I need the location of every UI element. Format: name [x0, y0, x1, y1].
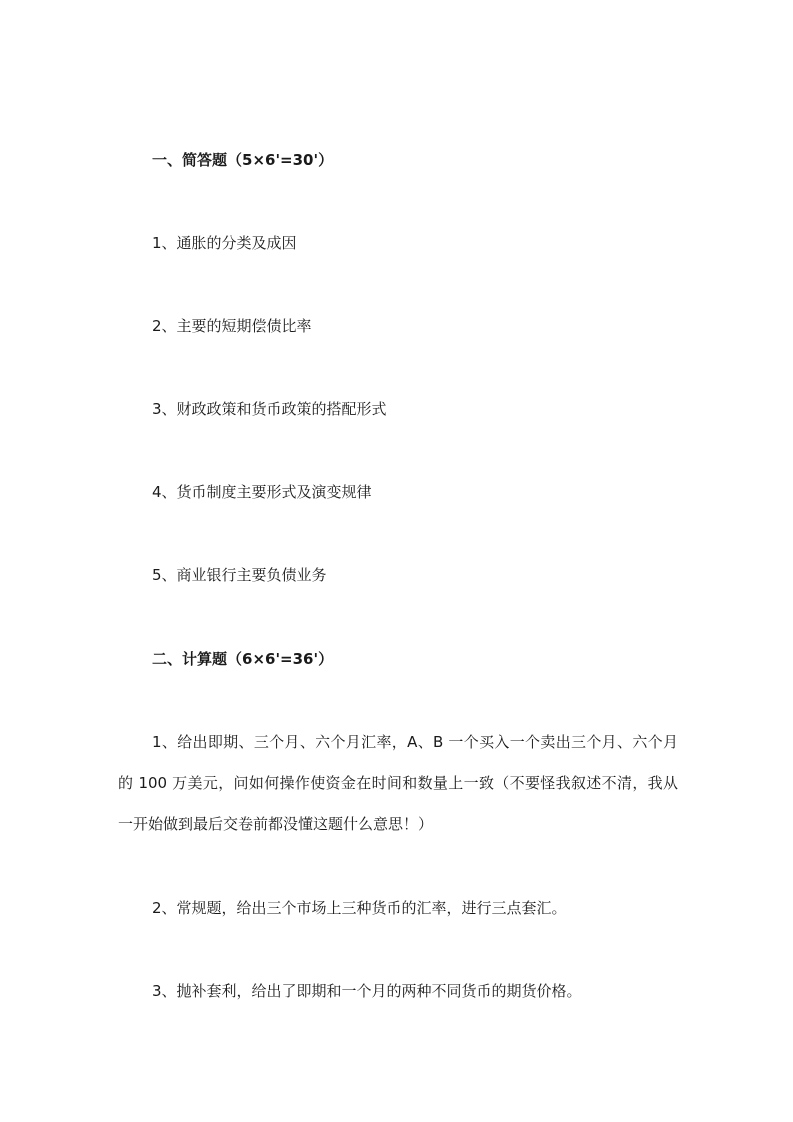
- question-item: 2、主要的短期偿债比率: [152, 317, 312, 335]
- question-item: 4、货币制度主要形式及演变规律: [152, 483, 372, 501]
- section-heading-calculation: 二、计算题（6×6'=36'）: [152, 650, 334, 668]
- question-item: 2、常规题，给出三个市场上三种货币的汇率，进行三点套汇。: [152, 899, 567, 917]
- question-item: 1、通胀的分类及成因: [152, 234, 297, 252]
- question-item: 3、抛补套利，给出了即期和一个月的两种不同货币的期货价格。: [152, 982, 582, 1000]
- section-heading-short-answer: 一、简答题（5×6'=30'）: [152, 151, 334, 169]
- question-item: 5、商业银行主要负债业务: [152, 566, 327, 584]
- question-item: 3、财政政策和货币政策的搭配形式: [152, 400, 387, 418]
- question-paragraph: 1、给出即期、三个月、六个月汇率，A、B 一个买入一个卖出三个月、六个月的 100 万美元，问如何操作使资金在时间和数量上一致（不要怪我叙述不清，我从一开始做到最后交卷前都没懂这题什么意思！）: [118, 733, 678, 833]
